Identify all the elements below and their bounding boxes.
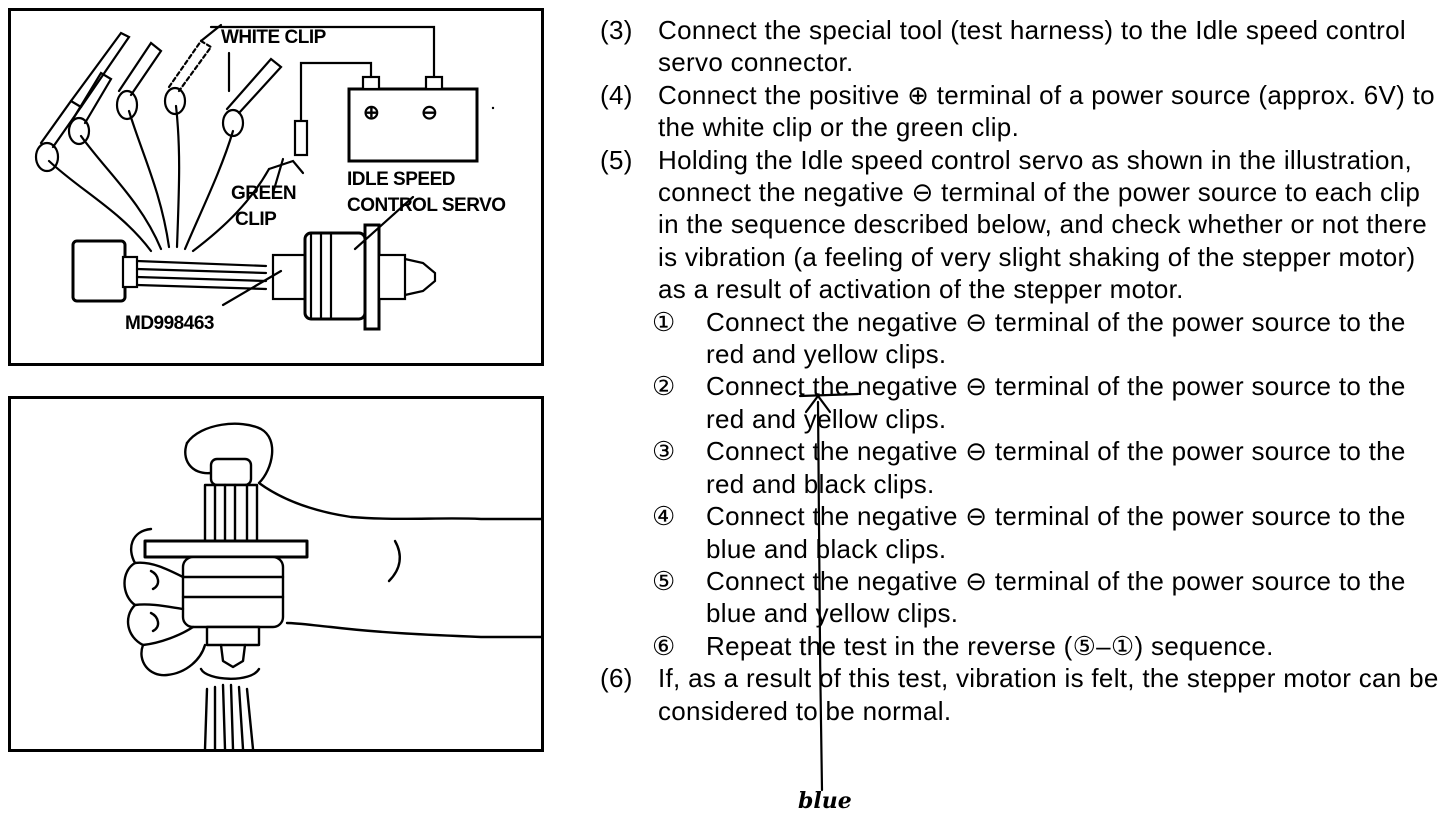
step-number: (5): [600, 144, 633, 175]
substep-number: ③: [652, 436, 676, 467]
instruction-text: [600, 14, 1440, 727]
substep-6: [600, 630, 1440, 662]
servo-label-line2: CONTROL SERVO: [347, 195, 506, 216]
part-number-label: MD998463: [125, 313, 214, 334]
substep-text: Repeat the test in the reverse (⑤–①) sequence.: [706, 630, 1274, 661]
substep-number: ①: [652, 306, 676, 337]
step-text: Holding the Idle speed control servo as shown in the illustration, connect the negative ⊖ terminal of the power source to each clip in the sequence described below, and check whether or not there is vibration (a feeling of very slight shaking of the stepper motor) as a result of activation of the stepper motor.: [658, 144, 1428, 305]
step-6: [600, 662, 1440, 727]
step-text: If, as a result of this test, vibration is felt, the stepper motor can be considered to be normal.: [658, 663, 1439, 726]
substep-1: [600, 306, 1440, 371]
substep-number: ②: [652, 371, 676, 402]
green-clip-label-line1: GREEN: [231, 183, 297, 204]
step-4: [600, 79, 1440, 144]
battery-minus-symbol: ⊖: [421, 102, 438, 124]
step-text: Connect the special tool (test harness) to the Idle speed control servo connector.: [658, 15, 1406, 78]
step-3: [600, 14, 1440, 79]
substep-2: [600, 370, 1440, 435]
hand-holding-servo-drawing: [11, 399, 541, 749]
harness-diagram-figure: [8, 8, 544, 366]
step-number: (3): [600, 15, 633, 45]
green-clip-label-line2: CLIP: [235, 209, 277, 230]
substep-4: [600, 500, 1440, 565]
handwritten-note: blue: [798, 788, 852, 814]
step-5: [600, 144, 1440, 306]
servo-label-line1: IDLE SPEED: [347, 169, 455, 190]
step-number: (4): [600, 79, 633, 110]
substep-text: Connect the negative ⊖ terminal of the power source to the blue and black clips.: [706, 501, 1406, 564]
hand-holding-servo-figure: [8, 396, 544, 752]
battery-plus-symbol: ⊕: [363, 102, 380, 124]
step-text: Connect the positive ⊕ terminal of a power source (approx. 6V) to the white clip or the green clip.: [658, 79, 1435, 143]
white-clip-label: WHITE CLIP: [221, 27, 326, 48]
substep-number: ④: [652, 501, 676, 532]
substep-3: [600, 435, 1440, 500]
step-number: (6): [600, 663, 633, 694]
substep-text: Connect the negative ⊖ terminal of the power source to the blue and yellow clips.: [706, 565, 1406, 629]
substep-number: ⑤: [652, 565, 676, 596]
substep-5: [600, 565, 1440, 630]
substep-text: Connect the negative ⊖ terminal of the power source to the red and yellow clips.: [706, 371, 1406, 434]
substep-number: ⑥: [652, 630, 676, 661]
substep-text: Connect the negative ⊖ terminal of the power source to the red and yellow clips.: [706, 306, 1406, 370]
substep-text: Connect the negative ⊖ terminal of the power source to the red and black clips.: [706, 436, 1406, 499]
